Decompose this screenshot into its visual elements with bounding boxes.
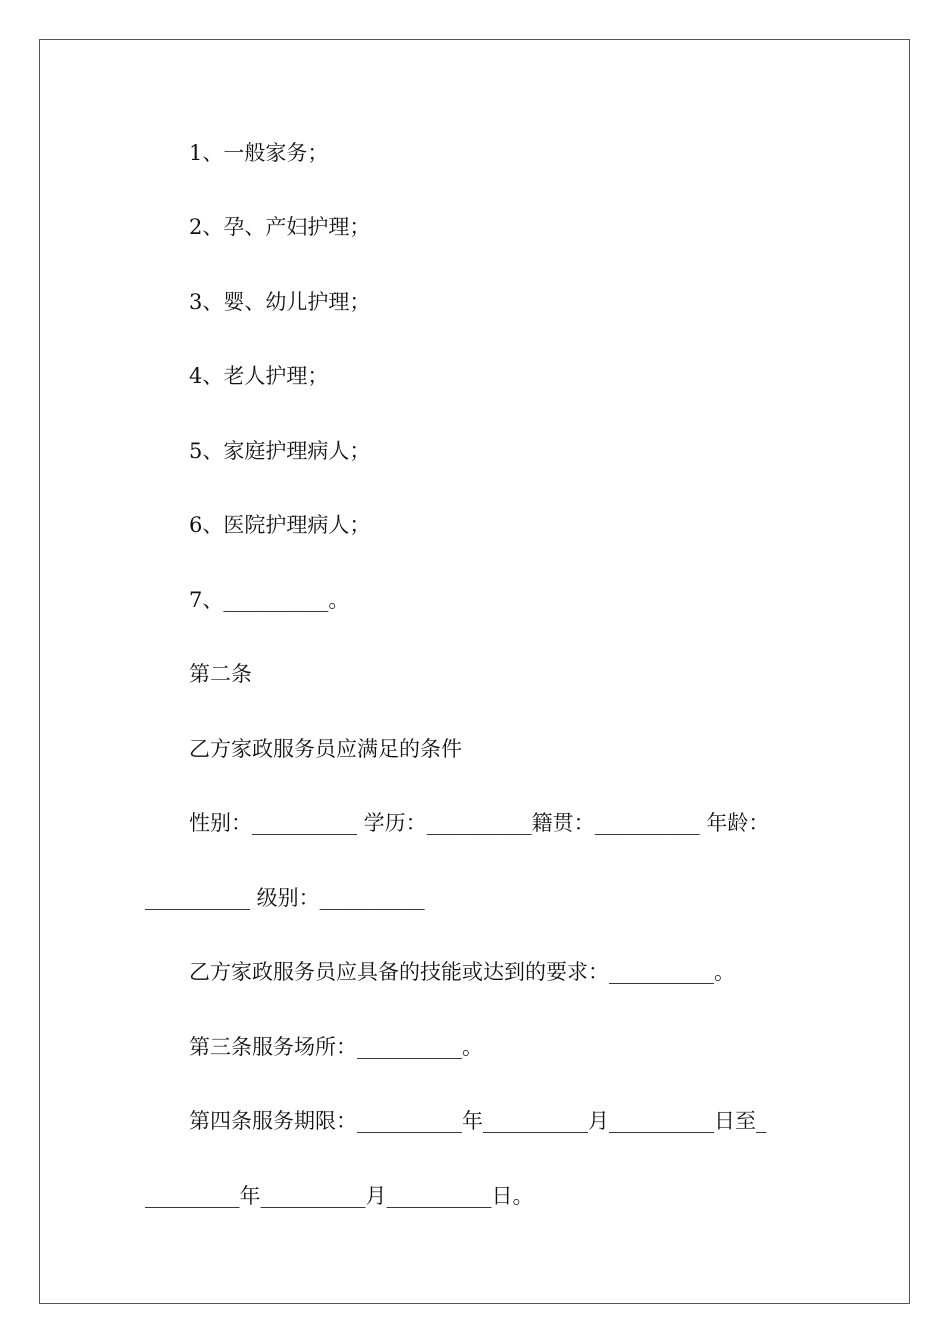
list-item-infant-care: 3、婴、幼儿护理；	[189, 290, 371, 314]
article-four-service-period-line-1: 第四条服务期限：__________年__________月__________日至_	[189, 1109, 767, 1133]
skills-requirement-line: 乙方家政服务员应具备的技能或达到的要求：__________。	[189, 960, 735, 984]
list-item-home-patient-care: 5、家庭护理病人；	[189, 439, 371, 463]
list-item-other-blank: 7、__________。	[189, 588, 350, 612]
conditions-heading: 乙方家政服务员应满足的条件	[189, 737, 462, 761]
list-item-elderly-care: 4、老人护理；	[189, 364, 329, 388]
article-four-service-period-line-2: _________年__________月__________日。	[145, 1184, 534, 1208]
article-three-service-location: 第三条服务场所：__________。	[189, 1035, 483, 1059]
list-item-general-housework: 1、一般家务；	[189, 141, 329, 165]
conditions-fields-line-1: 性别：__________ 学历：__________籍贯：__________ 年龄：	[189, 811, 770, 835]
list-item-maternity-care: 2、孕、产妇护理；	[189, 215, 371, 239]
article-two-heading: 第二条	[189, 662, 252, 686]
conditions-fields-line-2: __________ 级别：__________	[145, 886, 425, 910]
list-item-hospital-patient-care: 6、医院护理病人；	[189, 513, 371, 537]
